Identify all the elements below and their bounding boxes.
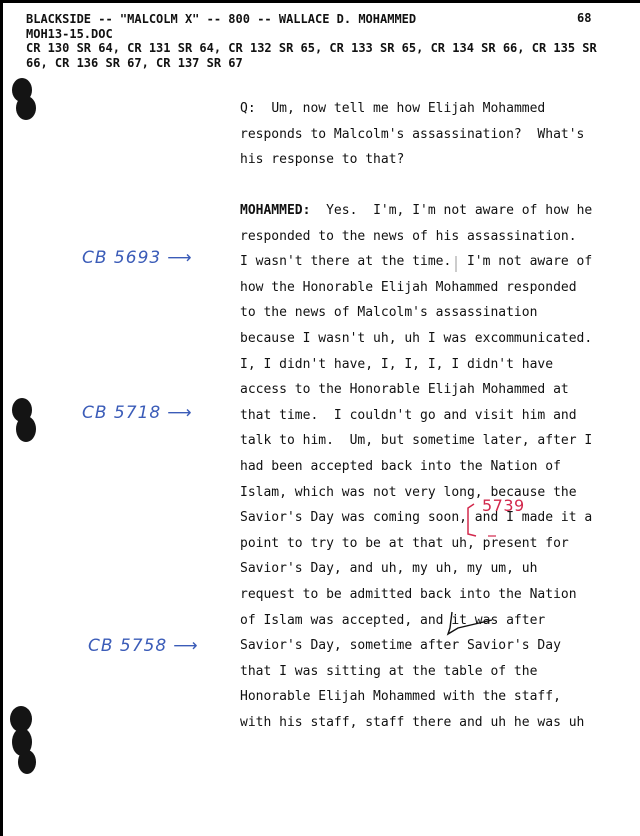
- header-roll-list-continued: 66, CR 136 SR 67, CR 137 SR 67: [26, 55, 243, 70]
- answer-line: I, I didn't have, I, I, I, I didn't have: [240, 356, 554, 372]
- inline-note-5739: 5739: [482, 496, 525, 515]
- answer-line: that time. I couldn't go and visit him and: [240, 407, 577, 423]
- right-arrow-icon: ⟶: [167, 248, 193, 268]
- answer-line: with his staff, staff there and uh he was uh: [240, 714, 585, 730]
- answer-first-line: Yes. I'm, I'm not aware of how he: [326, 203, 593, 218]
- answer-speaker: MOHAMMED:: [240, 203, 311, 218]
- answer-line: had been accepted back into the Nation of: [240, 458, 561, 474]
- question-speaker: Q:: [240, 101, 256, 116]
- answer-line: to the news of Malcolm's assassination: [240, 305, 538, 321]
- answer-line: I wasn't there at the time. I'm not aware of: [240, 254, 593, 270]
- question-line-3: his response to that?: [240, 152, 405, 168]
- answer-line: how the Honorable Elijah Mohammed responded: [240, 279, 577, 295]
- header-title: BLACKSIDE -- "MALCOLM X" -- 800 -- WALLACE D. MOHAMMED: [26, 12, 417, 26]
- answer-line: request to be admitted back into the Nation: [240, 586, 577, 602]
- answer-line: Savior's Day was coming soon, and I made it a: [240, 510, 593, 526]
- page-number: 68: [577, 11, 592, 25]
- margin-note-label: CB 5718: [82, 403, 162, 423]
- header-roll-list: CR 130 SR 64, CR 131 SR 64, CR 132 SR 65, CR 133 SR 65, CR 134 SR 66, CR 135 SR: [26, 41, 597, 55]
- red-bracket-mark: [468, 504, 476, 536]
- answer-line: that I was sitting at the table of the: [240, 663, 538, 679]
- question-text: Um, now tell me how Elijah Mohammed: [271, 101, 546, 116]
- answer-line: point to try to be at that uh, present for: [240, 535, 569, 551]
- margin-note-label: CB 5693: [82, 248, 162, 268]
- header-filename: MOH13-15.DOC: [26, 26, 113, 41]
- right-arrow-icon: ⟶: [173, 636, 199, 656]
- answer-line: Savior's Day, and uh, my uh, my um, uh: [240, 561, 538, 577]
- black-bracket-mark: [448, 612, 492, 634]
- answer-line: responded to the news of his assassination.: [240, 228, 577, 244]
- answer-line: Savior's Day, sometime after Savior's Day: [240, 638, 561, 654]
- answer-line: access to the Honorable Elijah Mohammed at: [240, 382, 569, 398]
- answer-line: talk to him. Um, but sometime later, after I: [240, 433, 593, 449]
- question-line-2: responds to Malcolm's assassination? What's: [240, 126, 585, 142]
- answer-line: because I wasn't uh, uh I was excommunicated.: [240, 330, 593, 346]
- right-arrow-icon: ⟶: [167, 403, 193, 423]
- margin-note-label: CB 5758: [88, 636, 168, 656]
- answer-line: Islam, which was not very long, because the: [240, 484, 577, 500]
- answer-line: Honorable Elijah Mohammed with the staff,: [240, 689, 561, 705]
- answer-line: of Islam was accepted, and it was after: [240, 612, 546, 628]
